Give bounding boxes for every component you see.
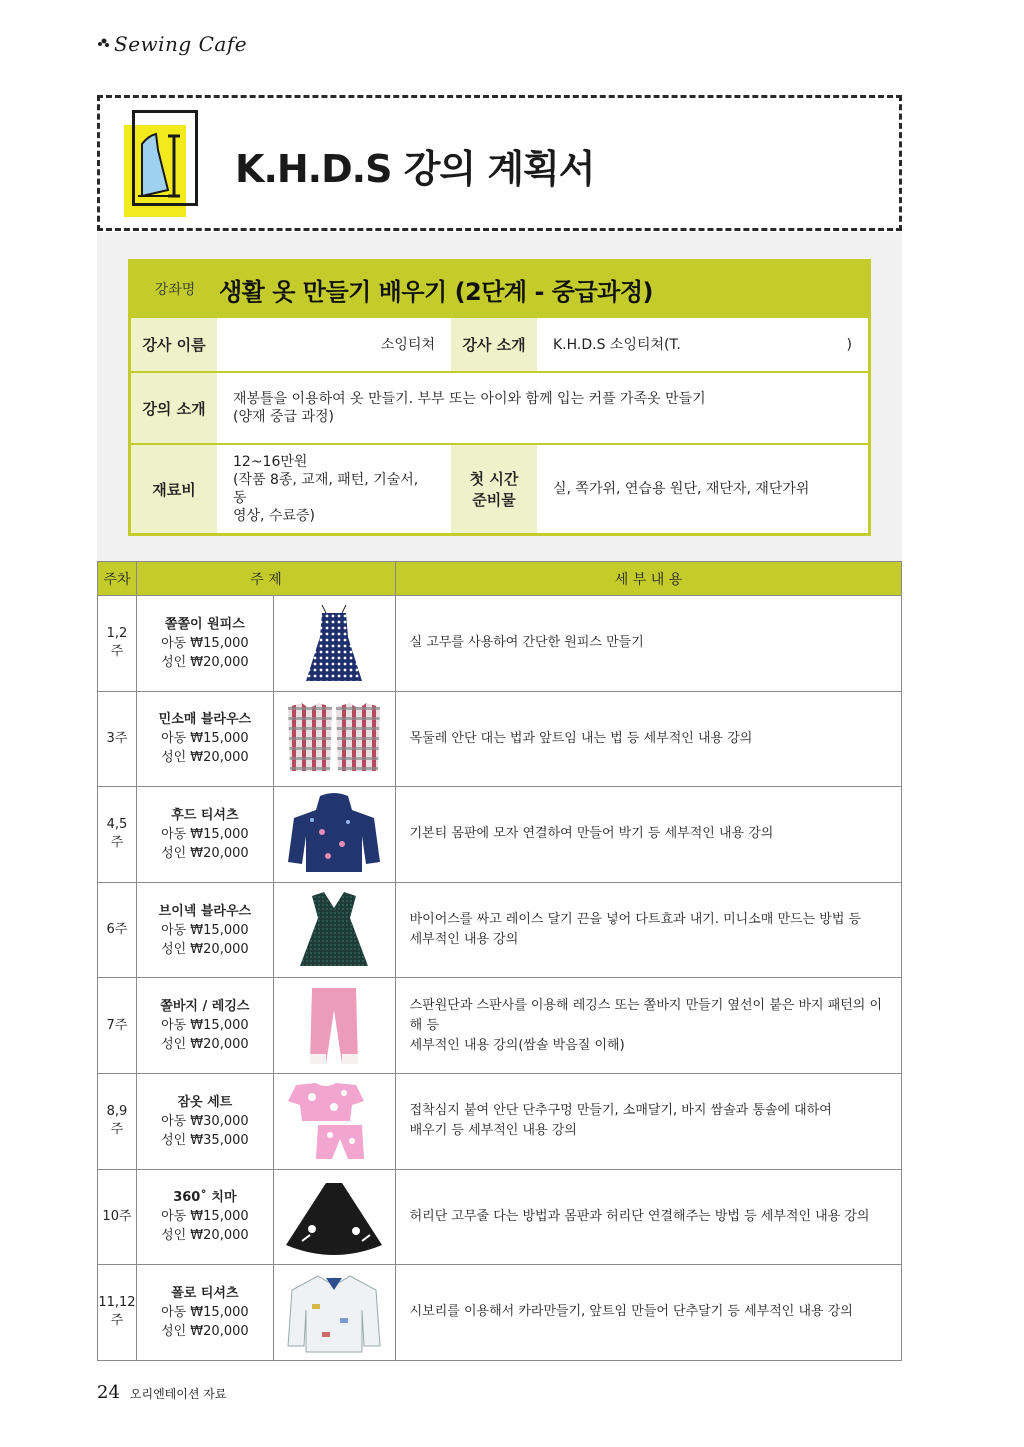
detail-header: 세 부 내 용 [614,571,683,588]
schedule-row [98,1073,901,1169]
schedule-row [98,691,901,787]
lecture-line-2: (양재 중급 과정) [233,409,334,425]
fee-label: 재료비 [131,445,217,533]
schedule-row [98,786,901,882]
pattern-ruler-icon [124,110,202,214]
page-number: 24 [97,1382,120,1403]
polo-shirt-icon [274,1265,396,1360]
intro-value [537,318,868,371]
topic-adult-price: 성인 ₩20,000 [161,1323,249,1339]
title-box [97,95,902,231]
fee-line-2: (작품 8종, 교재, 패턴, 기술서, 동 [233,472,419,506]
topic-kid-price: 아동 ₩15,000 [161,635,249,651]
fee-row [131,443,868,533]
topic-name: 360˚ 치마 [173,1190,237,1206]
lecture-label: 강의 소개 [131,373,217,443]
topic-cell [137,978,274,1073]
hoodie-icon [274,787,396,882]
schedule-row [98,1169,901,1265]
topic-kid-price: 아동 ₩15,000 [161,826,249,842]
topic-name: 폴로 티셔츠 [171,1285,239,1301]
sewing-cafe-logo [96,26,247,62]
schedule-body [98,595,901,1360]
topic-kid-price: 아동 ₩30,000 [161,1113,249,1129]
topic-name: 잠옷 세트 [177,1094,233,1110]
detail-cell: 허리단 고무줄 다는 방법과 몸판과 허리단 연결해주는 방법 등 세부적인 내용 강의 [409,1208,870,1224]
topic-adult-price: 성인 ₩20,000 [161,1228,249,1244]
topic-adult-price: 성인 ₩20,000 [161,845,249,861]
schedule-row [98,595,901,691]
intro-text: K.H.D.S 소잉티쳐(T. [553,336,681,353]
lecture-value [217,373,868,443]
topic-name: 민소매 블라우스 [158,712,252,728]
prep-label [451,445,537,533]
schedule-row [98,977,901,1073]
course-info-table [128,259,871,536]
topic-name: 후드 티셔츠 [171,807,239,823]
detail-cell: 실 고무를 사용하여 간단한 원피스 만들기 [409,635,644,651]
topic-cell [137,692,274,787]
page-footer [97,1382,226,1403]
course-name: 생활 옷 만들기 배우기 (2단계 - 중급과정) [219,277,653,306]
topic-cell [137,596,274,691]
detail-cell: 접착심지 붙여 안단 단추구멍 만들기, 소매달기, 바지 쌈솔과 통솔에 대하여 배우기 등 세부적인 내용 강의 [409,1103,832,1139]
intro-close: ) [846,336,852,353]
detail-cell: 기본티 몸판에 모자 연결하여 만들어 박기 등 세부적인 내용 강의 [409,826,774,842]
prep-value: 실, 쪽가위, 연습용 원단, 재단자, 재단가위 [553,481,810,497]
schedule-row [98,1264,901,1360]
schedule-row [98,882,901,978]
leggings-icon [274,978,396,1073]
week-header: 주차 [98,562,137,595]
week-cell: 11,12 주 [98,1265,137,1360]
topic-name: 쫄바지 / 레깅스 [160,999,250,1015]
topic-kid-price: 아동 ₩15,000 [161,1018,249,1034]
week-cell: 7주 [98,978,137,1073]
schedule-header [98,562,901,595]
plaid-blouse-icon [274,692,396,787]
detail-cell: 바이어스를 싸고 레이스 달기 끈을 넣어 다트효과 내기. 미니소매 만드는 방법 등 세부적인 내용 강의 [409,912,862,948]
topic-cell [137,1170,274,1265]
topic-kid-price: 아동 ₩15,000 [161,731,249,747]
instructor-row [131,316,868,371]
topic-kid-price: 아동 ₩15,000 [161,1209,249,1225]
flower-icon [96,36,112,52]
prep-label-2: 준비물 [472,491,516,509]
topic-kid-price: 아동 ₩15,000 [161,1304,249,1320]
pajama-set-icon [274,1074,396,1169]
topic-cell [137,1265,274,1360]
week-cell: 8,9 주 [98,1074,137,1169]
circle-skirt-icon [274,1170,396,1265]
polka-dress-icon [274,596,396,691]
topic-cell [137,883,274,978]
topic-name: 쫄쫄이 원피스 [164,616,245,632]
week-cell: 10주 [98,1170,137,1265]
detail-cell: 시보리를 이용해서 카라만들기, 앞트임 만들어 단추달기 등 세부적인 내용 강의 [409,1304,853,1320]
topic-cell [137,1074,274,1169]
prep-label-1: 첫 시간 [469,470,519,488]
detail-cell: 스판원단과 스판사를 이용해 레깅스 또는 쫄바지 만들기 옆선이 붙은 바지 패턴의 이해 등 세부적인 내용 강의(쌈솔 박음질 이해) [409,997,883,1053]
topic-name: 브이넥 블라우스 [158,903,252,919]
vneck-dress-icon [274,883,396,978]
week-cell: 3주 [98,692,137,787]
page-title: K.H.D.S 강의 계획서 [235,147,595,191]
lecture-row [131,371,868,443]
schedule-table [97,561,902,1361]
instructor-name: 소잉티쳐 [380,336,435,353]
lecture-line-1: 재봉틀을 이용하여 옷 만들기. 부부 또는 아이와 함께 입는 커플 가족옷 만들기 [233,391,706,407]
detail-cell: 목둘레 안단 대는 법과 앞트임 내는 법 등 세부적인 내용 강의 [409,730,753,746]
fee-line-3: 영상, 수료증) [233,508,315,524]
topic-adult-price: 성인 ₩20,000 [161,750,249,766]
course-label: 강좌명 [154,282,196,298]
topic-cell [137,787,274,882]
fee-line-1: 12~16만원 [233,454,308,470]
topic-header: 주 제 [137,562,396,595]
week-cell: 6주 [98,883,137,978]
instructor-label: 강사 이름 [131,318,217,371]
footer-text: 오리엔테이션 자료 [129,1387,227,1401]
topic-adult-price: 성인 ₩20,000 [161,1037,249,1053]
topic-adult-price: 성인 ₩35,000 [161,1132,249,1148]
topic-adult-price: 성인 ₩20,000 [161,941,249,957]
week-cell: 4,5 주 [98,787,137,882]
logo-text: Sewing Cafe [114,32,248,56]
intro-label: 강사 소개 [451,318,537,371]
topic-kid-price: 아동 ₩15,000 [161,922,249,938]
fee-value [217,445,451,533]
course-header [131,262,868,316]
topic-adult-price: 성인 ₩20,000 [161,654,249,670]
week-cell: 1,2 주 [98,596,137,691]
